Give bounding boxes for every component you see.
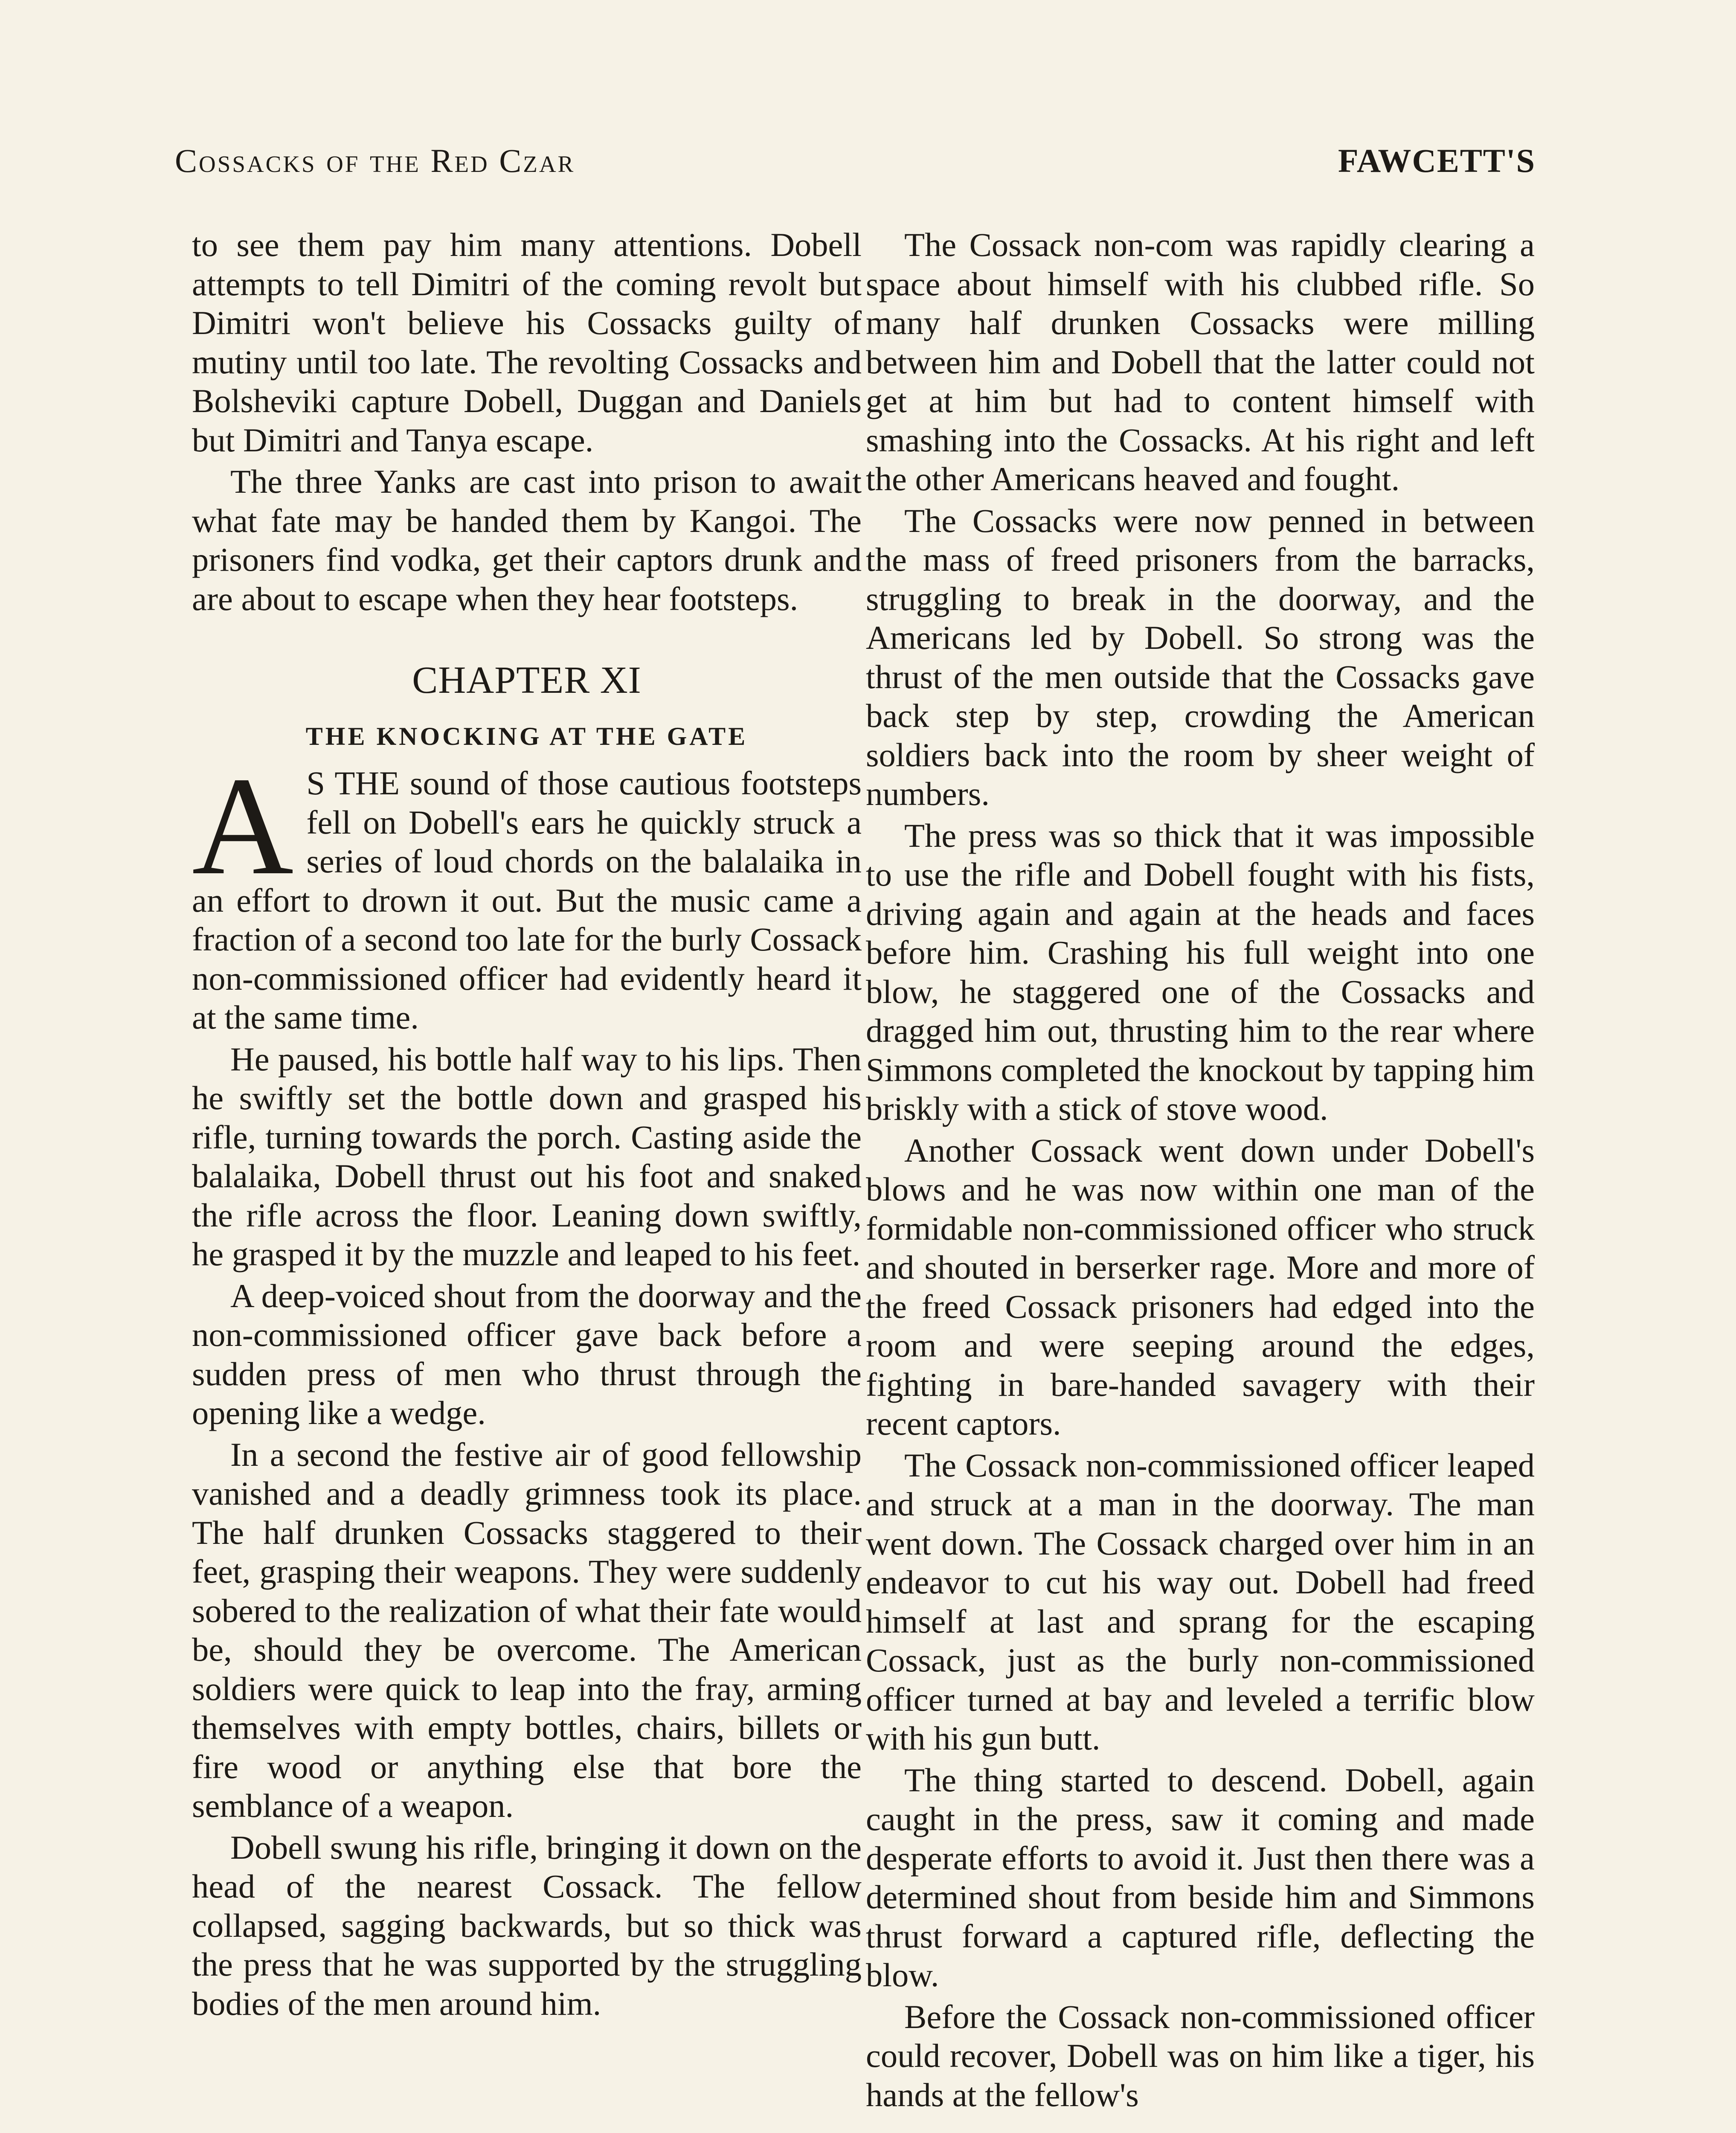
story-paragraph: The press was so thick that it was impossible to use the rifle and Dobell fought with his fists, driving again and again at the heads and faces before him. Crashing his full weight into one blow, he staggered one of the Cossacks and dragged him out, thrusting him to the rear where Simmons completed the knockout by tapping him briskly with a stick of stove wood. [866,817,1535,1127]
chapter-opening-text: S THE sound of those cautious footsteps fell on Dobell's ears he quickly struck a series of loud chords on the balalaika in an effort to drown it out. But the music came a fraction of a second too late for the burly Cossack non-commissioned officer had evidently heard it at the same time. [192,764,862,1036]
left-column [192,225,862,2133]
page-header [175,142,1536,184]
magazine-name: FAWCETT'S [1338,142,1536,179]
right-column [866,225,1535,2133]
story-paragraph: The three Yanks are cast into prison to await what fate may be handed them by Kangoi. The prisoners find vodka, get their captors drunk and are about to escape when they hear footsteps. [192,463,862,617]
story-paragraph: He paused, his bottle half way to his lips. Then he swiftly set the bottle down and grasped his rifle, turning towards the porch. Casting aside the balalaika, Dobell thrust out his foot and snaked the rifle across the floor. Leaning down swiftly, he grasped it by the muzzle and leaped to his feet. [192,1040,862,1273]
chapter-subtitle: THE KNOCKING AT THE GATE [305,722,748,750]
story-paragraph: A deep-voiced shout from the doorway and the non-commissioned officer gave back before a sudden press of men who thrust through the opening like a wedge. [192,1277,862,1431]
chapter-heading: CHAPTER XI [412,659,642,701]
story-paragraph: In a second the festive air of good fellowship vanished and a deadly grimness took its place. The half drunken Cossacks staggered to their feet, grasping their weapons. They were suddenly sobered to the realization of what their fate would be, should they be overcome. The American soldiers were quick to leap into the fray, arming themselves with empty bottles, chairs, billets or fire wood or anything else that bore the semblance of a weapon. [192,1436,862,1824]
story-paragraph: The Cossack non-com was rapidly clearing a space about himself with his clubbed rifle. So many half drunken Cossacks were milling between him and Dobell that the latter could not get at him but had to content himself with smashing into the Cossacks. At his right and left the other Americans heaved and fought. [866,226,1535,497]
running-title: Cossacks of the Red Czar [175,142,575,179]
story-paragraph: The thing started to descend. Dobell, again caught in the press, saw it coming and made desperate efforts to avoid it. Just then there was a determined shout from beside him and Simmons thrust forward a captured rifle, deflecting the blow. [866,1761,1535,1994]
chapter-opening-paragraph [192,748,862,1037]
story-paragraph: Another Cossack went down under Dobell's blows and he was now within one man of the formidable non-commissioned officer who struck and shouted in berserker rage. More and more of the freed Cossack prisoners had edged into the room and were seeping around the edges, fighting in bare-handed savagery with their recent captors. [866,1131,1535,1442]
story-paragraph: to see them pay him many attentions. Dobell attempts to tell Dimitri of the coming revolt but Dimitri won't believe his Cossacks guilty of mutiny until too late. The revolting Cossacks and Bolsheviki capture Dobell, Duggan and Daniels but Dimitri and Tanya escape. [192,226,862,459]
drop-cap: A [192,748,294,904]
story-paragraph: The Cossacks were now penned in between the mass of freed prisoners from the barracks, struggling to break in the doorway, and the Americans led by Dobell. So strong was the thrust of the men outside that the Cossacks gave back step by step, crowding the American soldiers back into the room by sheer weight of numbers. [866,502,1535,812]
story-paragraph: Dobell swung his rifle, bringing it down on the head of the nearest Cossack. The fellow collapsed, sagging backwards, but so thick was the press that he was supported by the struggling bodies of the men around him. [192,1828,862,2022]
story-paragraph: Before the Cossack non-commissioned officer could recover, Dobell was on him like a tiger, his hands at the fellow's [866,1998,1535,2113]
story-paragraph: The Cossack non-commissioned officer leaped and struck at a man in the doorway. The man went down. The Cossack charged over him in an endeavor to cut his way out. Dobell had freed himself at last and sprang for the escaping Cossack, just as the burly non-commissioned officer turned at bay and leveled a terrific blow with his gun butt. [866,1446,1535,1757]
